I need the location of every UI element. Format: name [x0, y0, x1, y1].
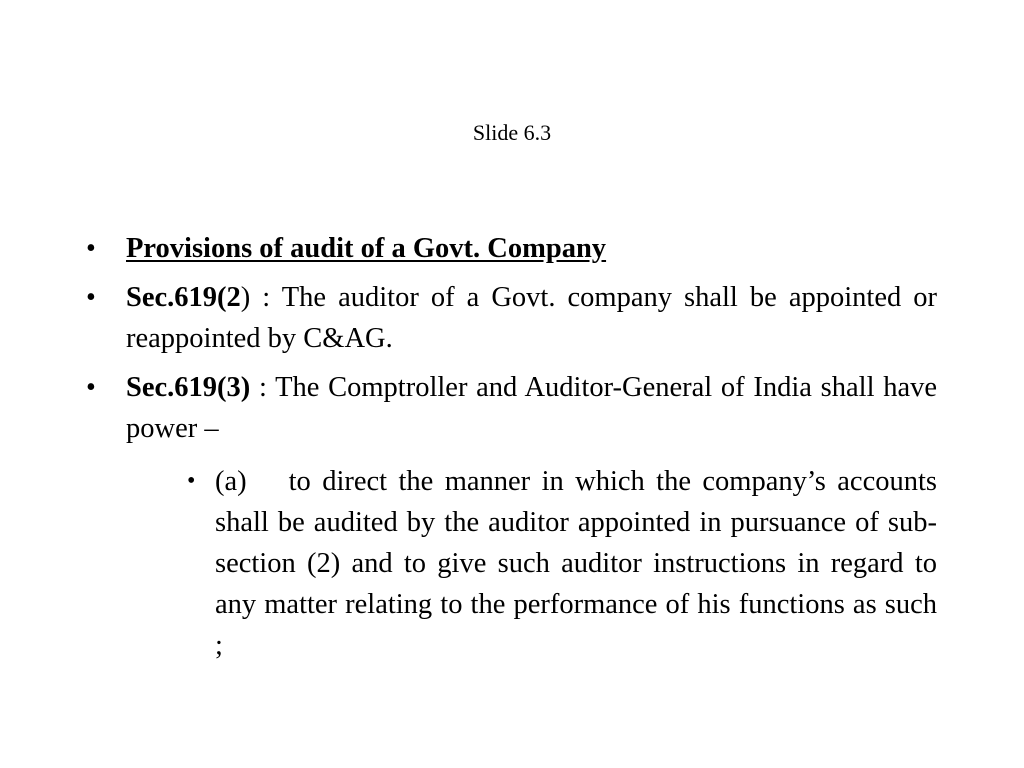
item-text: : The Comptroller and Auditor-General of India shall have power –	[126, 372, 937, 444]
bullet: •	[86, 233, 96, 264]
section-heading: Provisions of audit of a Govt. Company	[126, 233, 607, 264]
item-text: ) : The auditor of a Govt. company shall be appointed or reappointed by C&AG.	[126, 282, 937, 354]
list-item	[86, 228, 937, 269]
sub-list-item	[187, 461, 937, 666]
slide-title: Slide 6.3	[472, 120, 552, 145]
bullet: •	[86, 372, 96, 403]
bullet-list	[0, 228, 1024, 666]
list-item	[86, 277, 937, 359]
section-label: Sec.619(3)	[126, 372, 251, 403]
sub-item-text: to direct the manner in which the company’s accounts shall be audited by the auditor appointed in pursuance of sub-section (2) and to give such auditor instructions in regard to any matter relating to the performance of his functions as such ;	[215, 466, 937, 661]
bullet: •	[187, 468, 196, 494]
list-item	[86, 367, 937, 449]
section-label: Sec.619(2	[126, 282, 241, 313]
sub-item-marker: (a)	[215, 466, 247, 497]
bullet: •	[86, 282, 96, 313]
